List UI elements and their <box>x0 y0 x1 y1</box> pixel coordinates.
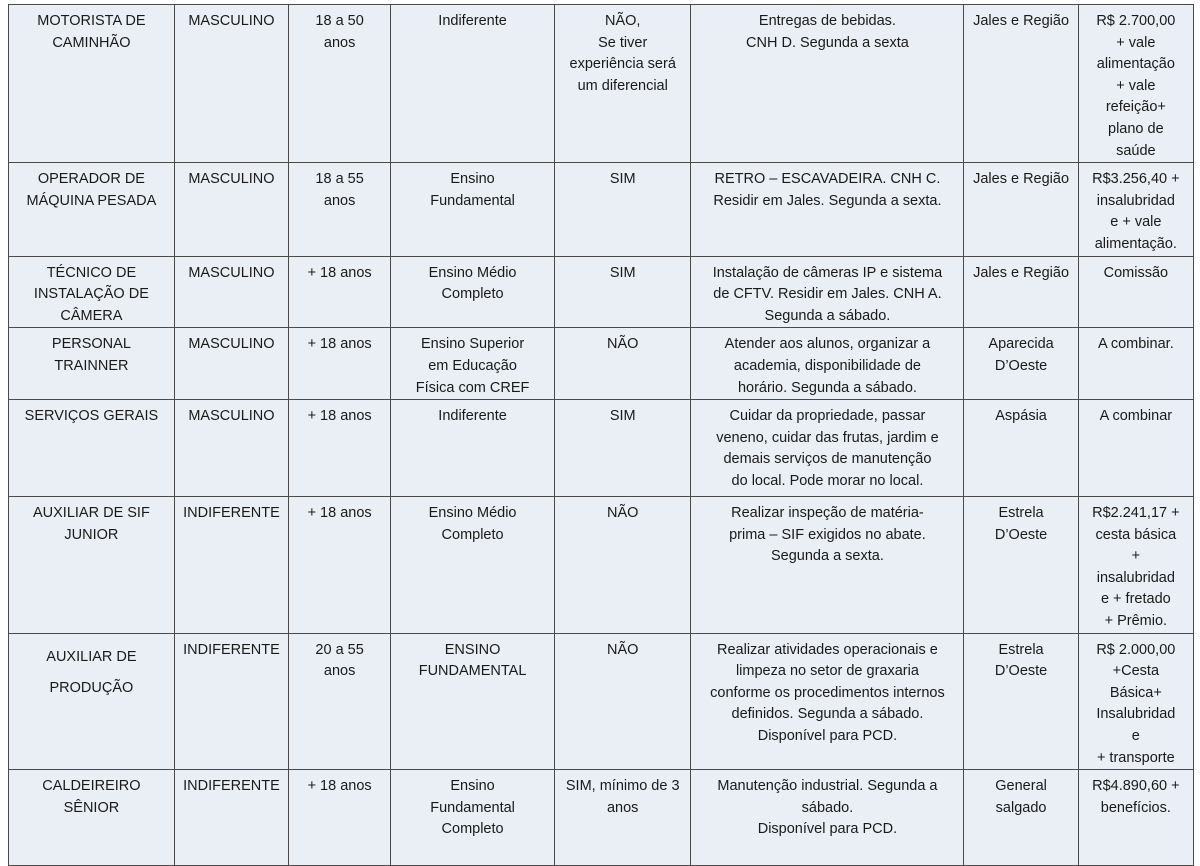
job-listings-sheet <box>8 4 1194 866</box>
salary-cell: R$3.256,40 + insalubridad e + vale alimentação. <box>1078 163 1193 256</box>
city-cell: Jales e Região <box>964 5 1078 163</box>
gender-cell: MASCULINO <box>174 400 288 497</box>
city-cell: Aparecida D’Oeste <box>964 328 1078 400</box>
city-cell: Estrela D’Oeste <box>964 497 1078 634</box>
gender-cell: INDIFERENTE <box>174 770 288 866</box>
salary-cell: A combinar <box>1078 400 1193 497</box>
education-cell: Indiferente <box>391 5 555 163</box>
description-cell: Entregas de bebidas. CNH D. Segunda a sexta <box>691 5 964 163</box>
city-cell: Jales e Região <box>964 256 1078 328</box>
table-row <box>9 256 1194 328</box>
job-title-cell: AUXILIAR DE PRODUÇÃO <box>9 633 175 770</box>
education-cell: ENSINO FUNDAMENTAL <box>391 633 555 770</box>
description-cell: Realizar inspeção de matéria- prima – SIF exigidos no abate. Segunda a sexta. <box>691 497 964 634</box>
education-cell: Ensino Médio Completo <box>391 497 555 634</box>
salary-cell: Comissão <box>1078 256 1193 328</box>
age-cell: + 18 anos <box>289 770 391 866</box>
age-cell: + 18 anos <box>289 328 391 400</box>
table-row <box>9 163 1194 256</box>
salary-cell: R$4.890,60 + benefícios. <box>1078 770 1193 866</box>
age-cell: 18 a 55 anos <box>289 163 391 256</box>
job-title-cell: OPERADOR DE MÁQUINA PESADA <box>9 163 175 256</box>
job-title-cell: SERVIÇOS GERAIS <box>9 400 175 497</box>
salary-cell: R$ 2.000,00 +Cesta Básica+ Insalubridad e + transporte <box>1078 633 1193 770</box>
description-cell: Instalação de câmeras IP e sistema de CFTV. Residir em Jales. CNH A. Segunda a sábado. <box>691 256 964 328</box>
job-title-cell: TÉCNICO DE INSTALAÇÃO DE CÂMERA <box>9 256 175 328</box>
city-cell: Aspásia <box>964 400 1078 497</box>
table-row <box>9 5 1194 163</box>
table-row <box>9 770 1194 866</box>
job-title-cell: AUXILIAR DE SIF JUNIOR <box>9 497 175 634</box>
experience-cell: SIM <box>554 256 690 328</box>
description-cell: Atender aos alunos, organizar a academia, disponibilidade de horário. Segunda a sábado. <box>691 328 964 400</box>
age-cell: + 18 anos <box>289 497 391 634</box>
gender-cell: INDIFERENTE <box>174 497 288 634</box>
description-cell: RETRO – ESCAVADEIRA. CNH C. Residir em Jales. Segunda a sexta. <box>691 163 964 256</box>
gender-cell: INDIFERENTE <box>174 633 288 770</box>
experience-cell: NÃO, Se tiver experiência será um diferencial <box>554 5 690 163</box>
education-cell: Ensino Fundamental <box>391 163 555 256</box>
description-cell: Manutenção industrial. Segunda a sábado. Disponível para PCD. <box>691 770 964 866</box>
education-cell: Ensino Fundamental Completo <box>391 770 555 866</box>
description-cell: Realizar atividades operacionais e limpeza no setor de graxaria conforme os procedimentos internos definidos. Segunda a sábado. Disponível para PCD. <box>691 633 964 770</box>
table-row <box>9 328 1194 400</box>
education-cell: Indiferente <box>391 400 555 497</box>
gender-cell: MASCULINO <box>174 328 288 400</box>
salary-cell: R$ 2.700,00 + vale alimentação + vale refeição+ plano de saúde <box>1078 5 1193 163</box>
table-row <box>9 497 1194 634</box>
job-title-cell: PERSONAL TRAINNER <box>9 328 175 400</box>
salary-cell: R$2.241,17 + cesta básica + insalubridad e + fretado + Prêmio. <box>1078 497 1193 634</box>
table-row <box>9 400 1194 497</box>
age-cell: + 18 anos <box>289 400 391 497</box>
gender-cell: MASCULINO <box>174 256 288 328</box>
city-cell: General salgado <box>964 770 1078 866</box>
age-cell: 18 a 50 anos <box>289 5 391 163</box>
experience-cell: SIM <box>554 163 690 256</box>
education-cell: Ensino Médio Completo <box>391 256 555 328</box>
age-cell: 20 a 55 anos <box>289 633 391 770</box>
gender-cell: MASCULINO <box>174 163 288 256</box>
salary-cell: A combinar. <box>1078 328 1193 400</box>
description-cell: Cuidar da propriedade, passar veneno, cuidar das frutas, jardim e demais serviços de manutenção do local. Pode morar no local. <box>691 400 964 497</box>
table-row <box>9 633 1194 770</box>
age-cell: + 18 anos <box>289 256 391 328</box>
city-cell: Jales e Região <box>964 163 1078 256</box>
experience-cell: NÃO <box>554 633 690 770</box>
job-title-cell: CALDEIREIRO SÊNIOR <box>9 770 175 866</box>
job-listings-table <box>8 4 1194 866</box>
experience-cell: NÃO <box>554 328 690 400</box>
experience-cell: SIM, mínimo de 3 anos <box>554 770 690 866</box>
experience-cell: NÃO <box>554 497 690 634</box>
gender-cell: MASCULINO <box>174 5 288 163</box>
job-title-cell: MOTORISTA DE CAMINHÃO <box>9 5 175 163</box>
education-cell: Ensino Superior em Educação Física com CREF <box>391 328 555 400</box>
experience-cell: SIM <box>554 400 690 497</box>
city-cell: Estrela D’Oeste <box>964 633 1078 770</box>
